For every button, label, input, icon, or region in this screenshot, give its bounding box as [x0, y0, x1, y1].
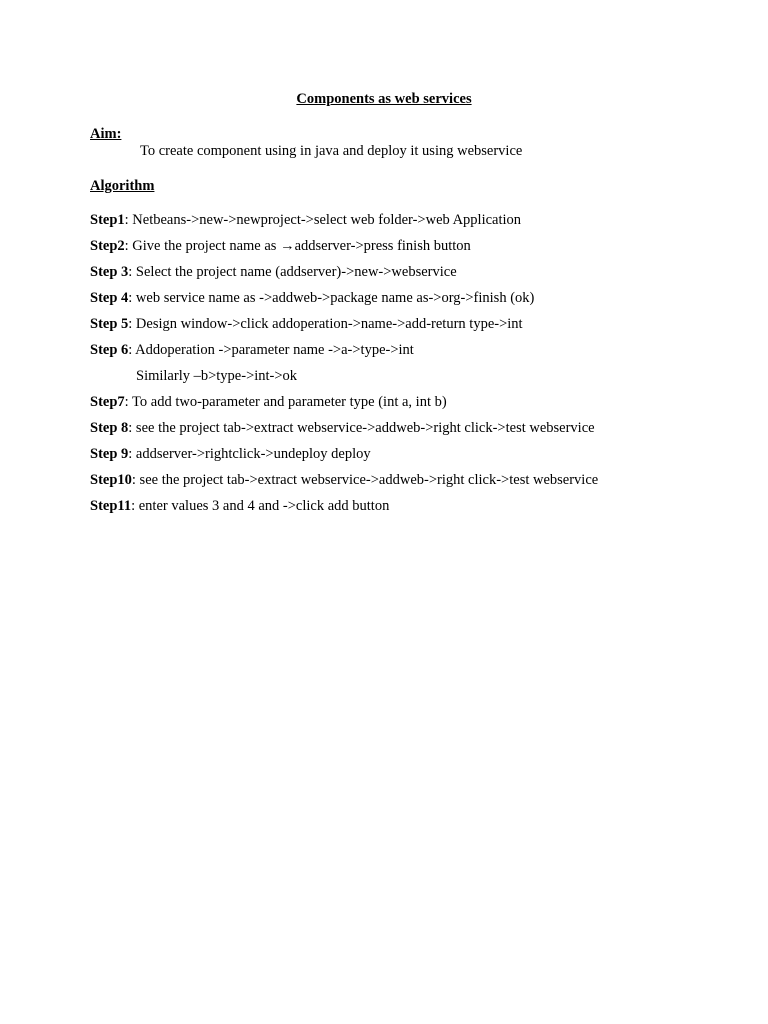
step-9 — [90, 445, 730, 471]
step-text: : Give the project name as →addserver->press finish button — [124, 238, 471, 254]
step-label: Step2 — [90, 238, 125, 254]
step-label: Step 9 — [90, 446, 129, 462]
step-text: : Netbeans->new->newproject->select web folder->web Application — [124, 212, 522, 228]
step-10 — [90, 471, 730, 497]
step-label: Step 8 — [90, 420, 129, 436]
step-6 — [90, 341, 730, 367]
step-text: : web service name as ->addweb->package name as->org->finish (ok) — [128, 290, 535, 306]
step-text: : Addoperation ->parameter name ->a->type->int — [128, 342, 414, 358]
page-title: Components as web services — [296, 91, 472, 107]
step-8 — [90, 419, 730, 445]
step-label: Step 4 — [90, 290, 129, 306]
algorithm-heading: Algorithm — [90, 178, 155, 194]
step-5 — [90, 315, 730, 341]
step-text: : addserver->rightclick->undeploy deploy — [128, 446, 371, 462]
step-text: : enter values 3 and 4 and ->click add button — [131, 498, 390, 514]
step-4 — [90, 289, 730, 315]
step-label: Step10 — [90, 472, 132, 488]
aim-text: To create component using in java and deploy it using webservice — [140, 143, 523, 159]
step-2 — [90, 237, 730, 263]
step-label: Step7 — [90, 394, 125, 410]
step-label: Step1 — [90, 212, 125, 228]
step-label: Step 6 — [90, 342, 129, 358]
step-label: Step 3 — [90, 264, 129, 280]
step-1 — [90, 211, 730, 237]
step-7 — [90, 393, 730, 419]
algorithm-steps — [90, 211, 730, 523]
step-6-continuation — [90, 367, 730, 393]
step-11 — [90, 497, 730, 523]
step-text: Similarly –b>type->int->ok — [136, 368, 298, 384]
step-label: Step 5 — [90, 316, 129, 332]
step-text: : see the project tab->extract webservice->addweb->right click->test webservice — [128, 420, 595, 436]
step-text: : see the project tab->extract webservice->addweb->right click->test webservice — [131, 472, 599, 488]
step-3 — [90, 263, 730, 289]
step-label: Step11 — [90, 498, 132, 514]
step-text: : Select the project name (addserver)->new->webservice — [128, 264, 457, 280]
step-text: : To add two-parameter and parameter type (int a, int b) — [124, 394, 447, 410]
step-text: : Design window->click addoperation->name->add-return type->int — [128, 316, 523, 332]
aim-heading: Aim: — [90, 126, 122, 142]
